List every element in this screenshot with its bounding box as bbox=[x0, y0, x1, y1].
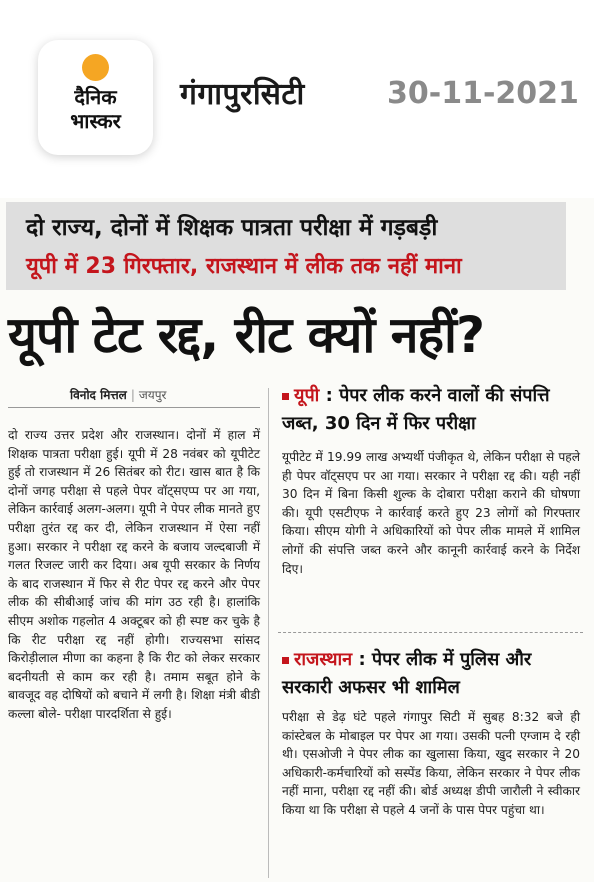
subheading-rajasthan bbox=[282, 646, 582, 702]
body-right-up: यूपीटेट में 19.99 लाख अभ्यर्थी पंजीकृत थे, लेकिन परीक्षा से पहले ही पेपर वॉट्सएप पर आ गया। सरकार ने परीक्षा रद्द की। यही नहीं 30 दिन में बिना किसी शुल्क के दोबारा परीक्षा कराने की घोषणा की। यूपी एसटीएफ ने कार्रवाई करते हुए 23 लोगों को गिरफ्तार किया। सीएम योगी ने अधिकारियों को पेपर लीक मामले में शामिल लोगों की संपत्ति जब्त करने और कानूनी कार्रवाई करने के निर्देश दिए। bbox=[282, 450, 580, 576]
byline-divider bbox=[8, 407, 260, 408]
subheading-rajasthan-tag: राजस्थान bbox=[294, 649, 353, 670]
kicker-line2: यूपी में 23 गिरफ्तार, राजस्थान में लीक तक नहीं माना bbox=[26, 254, 462, 279]
section-divider bbox=[278, 632, 583, 634]
headline: यूपी टेट रद्द, रीट क्यों नहीं? bbox=[8, 306, 484, 364]
edition-city: गंगापुरसिटी bbox=[180, 77, 305, 112]
byline bbox=[70, 386, 166, 403]
subheading-rajasthan-text: : पेपर लीक में पुलिस और सरकारी अफसर भी शामिल bbox=[282, 649, 532, 698]
subheading-up-text: : पेपर लीक करने वालों की संपत्ति जब्त, 30 दिन में फिर परीक्षा bbox=[282, 385, 550, 434]
byline-separator: | bbox=[130, 388, 135, 402]
edition-date: 30-11-2021 bbox=[387, 76, 579, 111]
byline-name: विनोद मित्तल bbox=[70, 388, 127, 402]
subheading-up-tag: यूपी bbox=[294, 385, 320, 406]
column-divider bbox=[268, 388, 269, 878]
dainik-bhaskar-logo[interactable] bbox=[38, 40, 153, 155]
body-right-rajasthan: परीक्षा से डेढ़ घंटे पहले गंगापुर सिटी में सुबह 8:32 बजे ही कांस्टेबल के मोबाइल पर पेपर आ गया। उसकी पत्नी एग्जाम दे रही थी। एसओजी ने पेपर लीक का खुलासा किया, खुद सरकार ने 20 अधिकारी-कर्मचारियों को सस्पेंड किया, लेकिन सरकार ने पेपर लीक नहीं माना, परीक्षा रद्द नहीं की। बोर्ड अध्यक्ष डीपी जारौली ने स्वीकार किया था कि परीक्षा से पहले 4 जनों के पास पेपर पहुंचा था। bbox=[282, 710, 580, 817]
kicker-line1: दो राज्य, दोनों में शिक्षक पात्रता परीक्षा में गड़बड़ी bbox=[26, 215, 438, 241]
logo-text-line1: दैनिक bbox=[74, 85, 117, 109]
bullet-icon bbox=[282, 657, 289, 664]
byline-place: जयपुर bbox=[138, 388, 167, 402]
body-left-column: दो राज्य उत्तर प्रदेश और राजस्थान। दोनों में हाल में शिक्षक पात्रता परीक्षा हुई। यूपी में 28 नवंबर को यूपीटेट हुई तो राजस्थान में 26 सितंबर को रीट। खास बात है कि दोनों जगह परीक्षा से पहले पेपर वॉट्सएप्प पर आ गया, लेकिन कार्रवाई अलग-अलग। यूपी ने पेपर लीक मानते हुए परीक्षा तुरंत रद्द कर दी, लेकिन राजस्थान में ऐसा नहीं हुआ। सरकार ने परीक्षा रद्द करने के बजाय जल्दबाजी में गलत रिजल्ट जारी कर दिया। अब यूपी सरकार के निर्णय के बाद राजस्थान में फिर से रीट पेपर रद्द करने और पेपर लीक की सीबीआई जांच की मांग उठ रही है। हालांकि सीएम अशोक गहलोत 4 अक्टूबर को ही स्पष्ट कर चुके है कि रीट परीक्षा रद्द नहीं होगी। राज्यसभा सांसद किरोड़ीलाल मीणा का कहना है कि रीट को लेकर सरकार बदनीयती से काम कर रही है। तमाम सबूत होने के बावजूद वह दोषियों को बचाने में लगी है। शिक्षा मंत्री बीडी कल्ला बोले- परीक्षा पारदर्शिता से हुई। bbox=[8, 428, 260, 721]
bullet-icon bbox=[282, 393, 289, 400]
subheading-up bbox=[282, 382, 582, 438]
sun-icon bbox=[82, 54, 109, 81]
logo-text-line2: भास्कर bbox=[70, 109, 121, 133]
app-header bbox=[0, 0, 610, 175]
